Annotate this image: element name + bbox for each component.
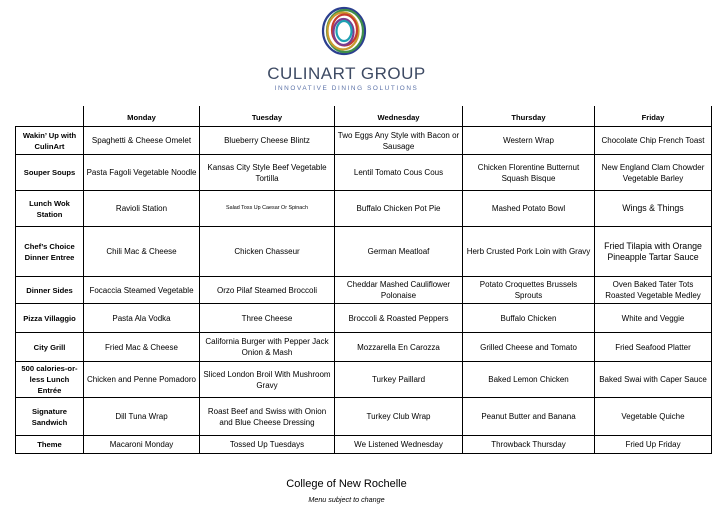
menu-cell: Buffalo Chicken	[463, 304, 595, 333]
menu-cell: Herb Crusted Pork Loin with Gravy	[463, 227, 595, 277]
logo-name: CULINART GROUP	[267, 64, 426, 83]
menu-cell: Wings & Things	[595, 191, 712, 227]
table-row	[16, 155, 712, 191]
menu-cell: Peanut Butter and Banana	[463, 398, 595, 436]
menu-cell: Vegetable Quiche	[595, 398, 712, 436]
menu-cell: Pasta Fagoli Vegetable Noodle	[84, 155, 200, 191]
menu-cell: Cheddar Mashed Cauliflower Polonaise	[335, 277, 463, 304]
menu-cell: California Burger with Pepper Jack Onion & Mash	[200, 333, 335, 362]
weekly-menu-table	[15, 106, 712, 454]
menu-cell: Salad Toss Up Caesar Or Spinach	[200, 191, 335, 227]
row-label: Pizza Villaggio	[16, 304, 84, 333]
menu-cell: Spaghetti & Cheese Omelet	[84, 127, 200, 155]
row-label: 500 calories-or-less Lunch Entrée	[16, 362, 84, 398]
table-row	[16, 227, 712, 277]
menu-cell: Orzo Pilaf Steamed Broccoli	[200, 277, 335, 304]
table-row	[16, 398, 712, 436]
menu-cell: Kansas City Style Beef Vegetable Tortilla	[200, 155, 335, 191]
row-label: City Grill	[16, 333, 84, 362]
menu-cell: Fried Mac & Cheese	[84, 333, 200, 362]
menu-cell: New England Clam Chowder Vegetable Barley	[595, 155, 712, 191]
day-header: Wednesday	[335, 106, 463, 127]
menu-cell: Grilled Cheese and Tomato	[463, 333, 595, 362]
menu-cell: Oven Baked Tater Tots Roasted Vegetable Medley	[595, 277, 712, 304]
logo	[0, 0, 693, 100]
menu-cell: Potato Croquettes Brussels Sprouts	[463, 277, 595, 304]
menu-cell: Macaroni Monday	[84, 436, 200, 454]
table-row	[16, 277, 712, 304]
day-header: Tuesday	[200, 106, 335, 127]
menu-cell: Mashed Potato Bowl	[463, 191, 595, 227]
logo-tagline: INNOVATIVE DINING SOLUTIONS	[274, 85, 419, 92]
menu-cell: Chili Mac & Cheese	[84, 227, 200, 277]
menu-cell: Broccoli & Roasted Peppers	[335, 304, 463, 333]
table-header-row	[16, 106, 712, 127]
menu-disclaimer: Menu subject to change	[308, 495, 385, 504]
menu-cell: We Listened Wednesday	[335, 436, 463, 454]
menu-cell: Western Wrap	[463, 127, 595, 155]
menu-cell: Lentil Tomato Cous Cous	[335, 155, 463, 191]
table-row	[16, 191, 712, 227]
menu-cell: German Meatloaf	[335, 227, 463, 277]
menu-cell: Two Eggs Any Style with Bacon or Sausage	[335, 127, 463, 155]
menu-cell: Ravioli Station	[84, 191, 200, 227]
row-label: Souper Soups	[16, 155, 84, 191]
menu-cell: Three Cheese	[200, 304, 335, 333]
day-header: Thursday	[463, 106, 595, 127]
menu-cell: Baked Swai with Caper Sauce	[595, 362, 712, 398]
menu-cell: Chicken Chasseur	[200, 227, 335, 277]
row-label: Signature Sandwich	[16, 398, 84, 436]
table-row	[16, 333, 712, 362]
day-header: Friday	[595, 106, 712, 127]
row-label: Lunch Wok Station	[16, 191, 84, 227]
row-label: Wakin’ Up with CulinArt	[16, 127, 84, 155]
menu-cell: Dill Tuna Wrap	[84, 398, 200, 436]
table-row	[16, 127, 712, 155]
menu-cell: Blueberry Cheese Blintz	[200, 127, 335, 155]
menu-cell: Baked Lemon Chicken	[463, 362, 595, 398]
menu-cell: Throwback Thursday	[463, 436, 595, 454]
day-header: Monday	[84, 106, 200, 127]
table-row	[16, 436, 712, 454]
menu-cell: Focaccia Steamed Vegetable	[84, 277, 200, 304]
college-name: College of New Rochelle	[286, 478, 407, 490]
menu-cell: Mozzarella En Carozza	[335, 333, 463, 362]
row-label: Theme	[16, 436, 84, 454]
corner-cell	[16, 106, 84, 127]
menu-cell: Tossed Up Tuesdays	[200, 436, 335, 454]
row-label: Chef’s Choice Dinner Entree	[16, 227, 84, 277]
menu-cell: Fried Tilapia with Orange Pineapple Tartar Sauce	[595, 227, 712, 277]
menu-cell: Fried Seafood Platter	[595, 333, 712, 362]
menu-cell: White and Veggie	[595, 304, 712, 333]
menu-cell: Turkey Paillard	[335, 362, 463, 398]
menu-cell: Chicken Florentine Butternut Squash Bisque	[463, 155, 595, 191]
menu-cell: Roast Beef and Swiss with Onion and Blue Cheese Dressing	[200, 398, 335, 436]
menu-cell: Chicken and Penne Pomadoro	[84, 362, 200, 398]
menu-cell: Pasta Ala Vodka	[84, 304, 200, 333]
table-row	[16, 304, 712, 333]
menu-cell: Turkey Club Wrap	[335, 398, 463, 436]
table-row	[16, 362, 712, 398]
row-label: Dinner Sides	[16, 277, 84, 304]
menu-cell: Fried Up Friday	[595, 436, 712, 454]
menu-cell: Sliced London Broil With Mushroom Gravy	[200, 362, 335, 398]
menu-cell: Buffalo Chicken Pot Pie	[335, 191, 463, 227]
culinart-rings-icon	[321, 6, 367, 56]
menu-cell: Chocolate Chip French Toast	[595, 127, 712, 155]
